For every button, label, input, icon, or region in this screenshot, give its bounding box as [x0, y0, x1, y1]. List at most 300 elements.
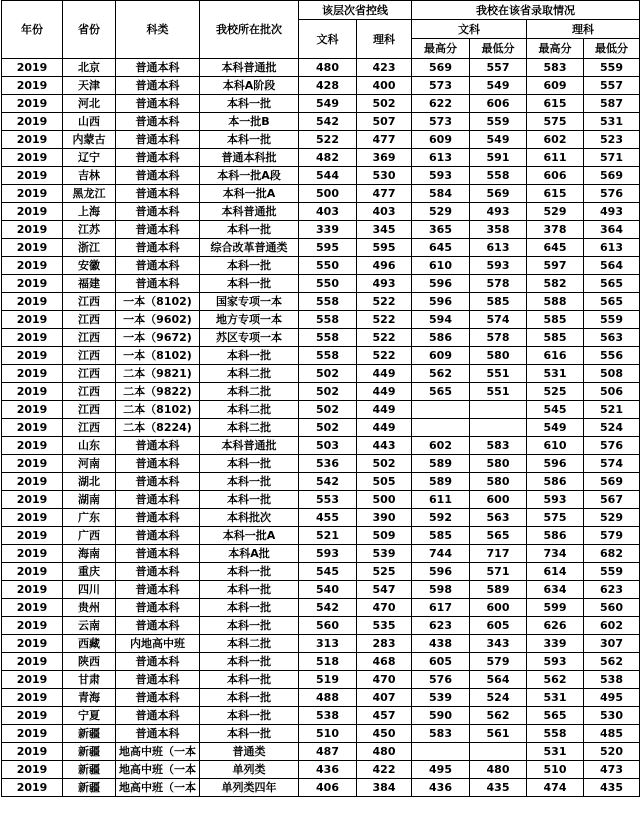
cell-like-min: 623 [584, 581, 640, 599]
cell-wenke-max: 592 [412, 509, 470, 527]
cell-like-min: 529 [584, 509, 640, 527]
cell-batch: 本科二批 [200, 383, 299, 401]
cell-year: 2019 [2, 329, 63, 347]
cell-like-max: 734 [527, 545, 584, 563]
cell-control-wenke: 522 [299, 131, 357, 149]
cell-province: 贵州 [63, 599, 116, 617]
cell-batch: 本科一批A [200, 527, 299, 545]
cell-province: 陕西 [63, 653, 116, 671]
cell-wenke-min: 583 [470, 437, 527, 455]
table-row [2, 617, 640, 635]
cell-province: 河北 [63, 95, 116, 113]
cell-year: 2019 [2, 149, 63, 167]
cell-wenke-max: 611 [412, 491, 470, 509]
cell-like-min: 562 [584, 653, 640, 671]
table-row [2, 545, 640, 563]
cell-wenke-min: 578 [470, 275, 527, 293]
cell-like-max: 531 [527, 743, 584, 761]
cell-control-like: 457 [357, 707, 412, 725]
cell-wenke-min [470, 419, 527, 437]
cell-control-like: 407 [357, 689, 412, 707]
cell-province: 重庆 [63, 563, 116, 581]
cell-like-max: 583 [527, 59, 584, 77]
cell-wenke-min: 589 [470, 581, 527, 599]
table-row [2, 149, 640, 167]
cell-category: 普通本科 [116, 563, 200, 581]
cell-wenke-max: 565 [412, 383, 470, 401]
cell-control-wenke: 521 [299, 527, 357, 545]
cell-control-like: 525 [357, 563, 412, 581]
cell-year: 2019 [2, 545, 63, 563]
cell-control-like: 283 [357, 635, 412, 653]
table-row [2, 239, 640, 257]
table-row [2, 131, 640, 149]
cell-like-min: 569 [584, 167, 640, 185]
cell-like-max: 609 [527, 77, 584, 95]
cell-wenke-min: 549 [470, 77, 527, 95]
cell-control-like: 493 [357, 275, 412, 293]
cell-like-min: 565 [584, 275, 640, 293]
cell-control-wenke: 502 [299, 383, 357, 401]
cell-like-max: 614 [527, 563, 584, 581]
cell-category: 普通本科 [116, 707, 200, 725]
cell-control-wenke: 542 [299, 599, 357, 617]
cell-category: 内地高中班 [116, 635, 200, 653]
cell-province: 江西 [63, 383, 116, 401]
cell-year: 2019 [2, 311, 63, 329]
cell-province: 江西 [63, 347, 116, 365]
cell-batch: 本科一批 [200, 257, 299, 275]
cell-batch: 本科普通批 [200, 59, 299, 77]
cell-control-like: 505 [357, 473, 412, 491]
cell-category: 普通本科 [116, 77, 200, 95]
cell-control-like: 502 [357, 455, 412, 473]
cell-province: 北京 [63, 59, 116, 77]
cell-like-max: 610 [527, 437, 584, 455]
cell-wenke-max: 598 [412, 581, 470, 599]
cell-year: 2019 [2, 59, 63, 77]
cell-category: 二本（8102) [116, 401, 200, 419]
cell-control-wenke: 313 [299, 635, 357, 653]
table-row [2, 725, 640, 743]
cell-control-wenke: 558 [299, 311, 357, 329]
cell-batch: 本科一批 [200, 473, 299, 491]
cell-control-like: 500 [357, 491, 412, 509]
cell-year: 2019 [2, 437, 63, 455]
header-admission-like: 理科 [527, 20, 640, 39]
cell-like-max: 615 [527, 95, 584, 113]
table-row [2, 599, 640, 617]
header-wenke-min: 最低分 [470, 39, 527, 59]
cell-like-max: 575 [527, 113, 584, 131]
table-row [2, 653, 640, 671]
cell-province: 新疆 [63, 743, 116, 761]
cell-wenke-max: 569 [412, 59, 470, 77]
cell-control-wenke: 403 [299, 203, 357, 221]
cell-control-like: 535 [357, 617, 412, 635]
cell-category: 普通本科 [116, 653, 200, 671]
table-row [2, 113, 640, 131]
table-row [2, 779, 640, 797]
cell-like-min: 576 [584, 185, 640, 203]
cell-year: 2019 [2, 491, 63, 509]
cell-batch: 苏区专项一本 [200, 329, 299, 347]
cell-batch: 本科一批 [200, 221, 299, 239]
cell-wenke-max: 602 [412, 437, 470, 455]
cell-control-like: 509 [357, 527, 412, 545]
cell-batch: 普通类 [200, 743, 299, 761]
cell-province: 内蒙古 [63, 131, 116, 149]
cell-province: 江西 [63, 419, 116, 437]
cell-control-wenke: 519 [299, 671, 357, 689]
cell-province: 新疆 [63, 761, 116, 779]
cell-like-min: 495 [584, 689, 640, 707]
cell-like-min: 587 [584, 95, 640, 113]
cell-wenke-min: 493 [470, 203, 527, 221]
cell-year: 2019 [2, 617, 63, 635]
cell-control-wenke: 545 [299, 563, 357, 581]
cell-category: 普通本科 [116, 95, 200, 113]
cell-wenke-min: 591 [470, 149, 527, 167]
cell-batch: 本科一批 [200, 671, 299, 689]
cell-year: 2019 [2, 689, 63, 707]
cell-batch: 地方专项一本 [200, 311, 299, 329]
cell-like-max: 611 [527, 149, 584, 167]
cell-wenke-min: 585 [470, 293, 527, 311]
cell-control-like: 496 [357, 257, 412, 275]
cell-control-like: 403 [357, 203, 412, 221]
table-row [2, 635, 640, 653]
cell-batch: 本科一批 [200, 653, 299, 671]
cell-wenke-max: 596 [412, 563, 470, 581]
cell-control-wenke: 406 [299, 779, 357, 797]
cell-year: 2019 [2, 473, 63, 491]
cell-province: 四川 [63, 581, 116, 599]
table-row [2, 221, 640, 239]
cell-control-like: 595 [357, 239, 412, 257]
cell-province: 广西 [63, 527, 116, 545]
table-body [2, 59, 640, 797]
cell-year: 2019 [2, 167, 63, 185]
table-row [2, 311, 640, 329]
cell-wenke-min: 605 [470, 617, 527, 635]
cell-like-min: 579 [584, 527, 640, 545]
cell-wenke-min: 551 [470, 365, 527, 383]
cell-year: 2019 [2, 635, 63, 653]
cell-control-like: 449 [357, 383, 412, 401]
cell-province: 山西 [63, 113, 116, 131]
cell-control-wenke: 549 [299, 95, 357, 113]
cell-like-min: 493 [584, 203, 640, 221]
cell-wenke-min: 717 [470, 545, 527, 563]
cell-control-wenke: 542 [299, 113, 357, 131]
cell-like-max: 378 [527, 221, 584, 239]
cell-category: 普通本科 [116, 203, 200, 221]
cell-control-like: 422 [357, 761, 412, 779]
cell-like-max: 565 [527, 707, 584, 725]
cell-like-max: 597 [527, 257, 584, 275]
cell-category: 二本（8224) [116, 419, 200, 437]
cell-wenke-max: 495 [412, 761, 470, 779]
cell-category: 普通本科 [116, 185, 200, 203]
cell-category: 普通本科 [116, 221, 200, 239]
cell-batch: 本科一批 [200, 455, 299, 473]
cell-like-min: 557 [584, 77, 640, 95]
cell-control-wenke: 482 [299, 149, 357, 167]
cell-province: 青海 [63, 689, 116, 707]
cell-control-wenke: 518 [299, 653, 357, 671]
table-row [2, 293, 640, 311]
cell-category: 普通本科 [116, 257, 200, 275]
cell-like-min: 559 [584, 59, 640, 77]
cell-like-max: 602 [527, 131, 584, 149]
cell-batch: 本科普通批 [200, 437, 299, 455]
cell-batch: 本科A批 [200, 545, 299, 563]
cell-like-min: 307 [584, 635, 640, 653]
cell-batch: 本科一批 [200, 689, 299, 707]
cell-wenke-max: 573 [412, 113, 470, 131]
cell-like-min: 524 [584, 419, 640, 437]
cell-like-max: 531 [527, 689, 584, 707]
cell-batch: 本科二批 [200, 635, 299, 653]
header-row-1 [2, 1, 640, 20]
cell-wenke-min [470, 743, 527, 761]
header-province: 省份 [63, 1, 116, 59]
cell-year: 2019 [2, 761, 63, 779]
cell-control-like: 449 [357, 401, 412, 419]
table-row [2, 347, 640, 365]
cell-like-min: 559 [584, 563, 640, 581]
cell-batch: 本科一批 [200, 275, 299, 293]
cell-wenke-max: 609 [412, 131, 470, 149]
cell-control-like: 423 [357, 59, 412, 77]
cell-wenke-min: 580 [470, 455, 527, 473]
cell-wenke-min: 435 [470, 779, 527, 797]
cell-wenke-max: 590 [412, 707, 470, 725]
cell-like-min: 538 [584, 671, 640, 689]
cell-wenke-min: 580 [470, 347, 527, 365]
cell-wenke-min: 600 [470, 599, 527, 617]
cell-like-min: 521 [584, 401, 640, 419]
cell-wenke-min: 562 [470, 707, 527, 725]
cell-control-wenke: 550 [299, 257, 357, 275]
cell-like-max: 616 [527, 347, 584, 365]
cell-control-like: 384 [357, 779, 412, 797]
cell-category: 普通本科 [116, 725, 200, 743]
header-year: 年份 [2, 1, 63, 59]
cell-province: 湖南 [63, 491, 116, 509]
cell-control-like: 400 [357, 77, 412, 95]
cell-province: 甘肃 [63, 671, 116, 689]
cell-control-wenke: 544 [299, 167, 357, 185]
cell-category: 普通本科 [116, 545, 200, 563]
cell-control-like: 530 [357, 167, 412, 185]
cell-category: 普通本科 [116, 581, 200, 599]
table-row [2, 365, 640, 383]
cell-province: 江西 [63, 401, 116, 419]
cell-control-wenke: 510 [299, 725, 357, 743]
cell-province: 辽宁 [63, 149, 116, 167]
cell-like-max: 474 [527, 779, 584, 797]
cell-province: 江西 [63, 311, 116, 329]
cell-category: 普通本科 [116, 239, 200, 257]
cell-batch: 本科A阶段 [200, 77, 299, 95]
cell-year: 2019 [2, 113, 63, 131]
cell-batch: 本科一批 [200, 599, 299, 617]
cell-province: 天津 [63, 77, 116, 95]
cell-batch: 国家专项一本 [200, 293, 299, 311]
cell-province: 云南 [63, 617, 116, 635]
cell-province: 江西 [63, 329, 116, 347]
cell-year: 2019 [2, 599, 63, 617]
cell-year: 2019 [2, 527, 63, 545]
cell-wenke-max: 744 [412, 545, 470, 563]
cell-control-like: 522 [357, 311, 412, 329]
cell-like-max: 525 [527, 383, 584, 401]
cell-batch: 本科一批 [200, 617, 299, 635]
header-batch: 我校所在批次 [200, 1, 299, 59]
cell-like-min: 559 [584, 311, 640, 329]
cell-province: 宁夏 [63, 707, 116, 725]
cell-like-max: 645 [527, 239, 584, 257]
cell-like-min: 520 [584, 743, 640, 761]
cell-like-min: 565 [584, 293, 640, 311]
cell-control-like: 450 [357, 725, 412, 743]
cell-wenke-min: 564 [470, 671, 527, 689]
cell-control-like: 345 [357, 221, 412, 239]
cell-like-max: 588 [527, 293, 584, 311]
cell-like-max: 593 [527, 653, 584, 671]
cell-province: 河南 [63, 455, 116, 473]
cell-control-wenke: 488 [299, 689, 357, 707]
cell-wenke-min: 551 [470, 383, 527, 401]
cell-wenke-min: 557 [470, 59, 527, 77]
table-row [2, 761, 640, 779]
cell-control-like: 522 [357, 329, 412, 347]
cell-year: 2019 [2, 653, 63, 671]
cell-like-min: 364 [584, 221, 640, 239]
cell-like-max: 558 [527, 725, 584, 743]
cell-wenke-max: 365 [412, 221, 470, 239]
table-row [2, 419, 640, 437]
cell-batch: 本科一批 [200, 95, 299, 113]
cell-wenke-max: 589 [412, 455, 470, 473]
cell-wenke-max: 584 [412, 185, 470, 203]
cell-category: 一本（9602) [116, 311, 200, 329]
header-like-max: 最高分 [527, 39, 584, 59]
cell-wenke-max: 610 [412, 257, 470, 275]
cell-province: 江西 [63, 293, 116, 311]
cell-control-wenke: 500 [299, 185, 357, 203]
cell-year: 2019 [2, 779, 63, 797]
watermark [568, 801, 636, 815]
cell-like-min: 563 [584, 329, 640, 347]
cell-control-like: 443 [357, 437, 412, 455]
cell-year: 2019 [2, 455, 63, 473]
cell-batch: 本科二批 [200, 401, 299, 419]
cell-like-min: 435 [584, 779, 640, 797]
cell-category: 普通本科 [116, 167, 200, 185]
cell-like-min: 560 [584, 599, 640, 617]
cell-control-like: 477 [357, 131, 412, 149]
cell-wenke-max: 436 [412, 779, 470, 797]
cell-wenke-min: 559 [470, 113, 527, 131]
cell-province: 广东 [63, 509, 116, 527]
cell-province: 江苏 [63, 221, 116, 239]
cell-province: 福建 [63, 275, 116, 293]
header-category: 科类 [116, 1, 200, 59]
cell-category: 一本（8102) [116, 347, 200, 365]
cell-control-wenke: 542 [299, 473, 357, 491]
cell-control-wenke: 455 [299, 509, 357, 527]
cell-control-wenke: 428 [299, 77, 357, 95]
cell-batch: 本科一批 [200, 581, 299, 599]
table-row [2, 473, 640, 491]
table-row [2, 203, 640, 221]
cell-like-max: 626 [527, 617, 584, 635]
cell-province: 新疆 [63, 725, 116, 743]
cell-like-min: 602 [584, 617, 640, 635]
cell-category: 普通本科 [116, 59, 200, 77]
cell-like-max: 615 [527, 185, 584, 203]
cell-like-max: 531 [527, 365, 584, 383]
cell-control-like: 449 [357, 419, 412, 437]
cell-province: 黑龙江 [63, 185, 116, 203]
cell-wenke-min: 358 [470, 221, 527, 239]
cell-control-like: 468 [357, 653, 412, 671]
cell-batch: 本科二批 [200, 419, 299, 437]
cell-year: 2019 [2, 257, 63, 275]
cell-year: 2019 [2, 509, 63, 527]
cell-like-max: 606 [527, 167, 584, 185]
cell-batch: 本科一批 [200, 707, 299, 725]
cell-wenke-min: 574 [470, 311, 527, 329]
cell-wenke-min: 579 [470, 653, 527, 671]
cell-control-wenke: 550 [299, 275, 357, 293]
table-row [2, 401, 640, 419]
cell-province: 湖北 [63, 473, 116, 491]
cell-wenke-max: 438 [412, 635, 470, 653]
table-row [2, 581, 640, 599]
cell-control-wenke: 558 [299, 329, 357, 347]
cell-like-max: 529 [527, 203, 584, 221]
cell-category: 普通本科 [116, 671, 200, 689]
cell-wenke-min: 524 [470, 689, 527, 707]
header-wenke-max: 最高分 [412, 39, 470, 59]
table-row [2, 95, 640, 113]
table-row [2, 275, 640, 293]
cell-like-min: 473 [584, 761, 640, 779]
cell-batch: 本一批B [200, 113, 299, 131]
cell-year: 2019 [2, 275, 63, 293]
cell-control-like: 470 [357, 671, 412, 689]
cell-wenke-min: 343 [470, 635, 527, 653]
table-row [2, 59, 640, 77]
cell-year: 2019 [2, 347, 63, 365]
cell-wenke-min: 549 [470, 131, 527, 149]
cell-province: 吉林 [63, 167, 116, 185]
cell-like-min: 556 [584, 347, 640, 365]
cell-like-max: 575 [527, 509, 584, 527]
cell-batch: 本科一批A段 [200, 167, 299, 185]
cell-like-min: 574 [584, 455, 640, 473]
cell-wenke-min: 606 [470, 95, 527, 113]
cell-wenke-min: 580 [470, 473, 527, 491]
table-row [2, 707, 640, 725]
table-row [2, 527, 640, 545]
cell-year: 2019 [2, 383, 63, 401]
cell-control-like: 502 [357, 95, 412, 113]
